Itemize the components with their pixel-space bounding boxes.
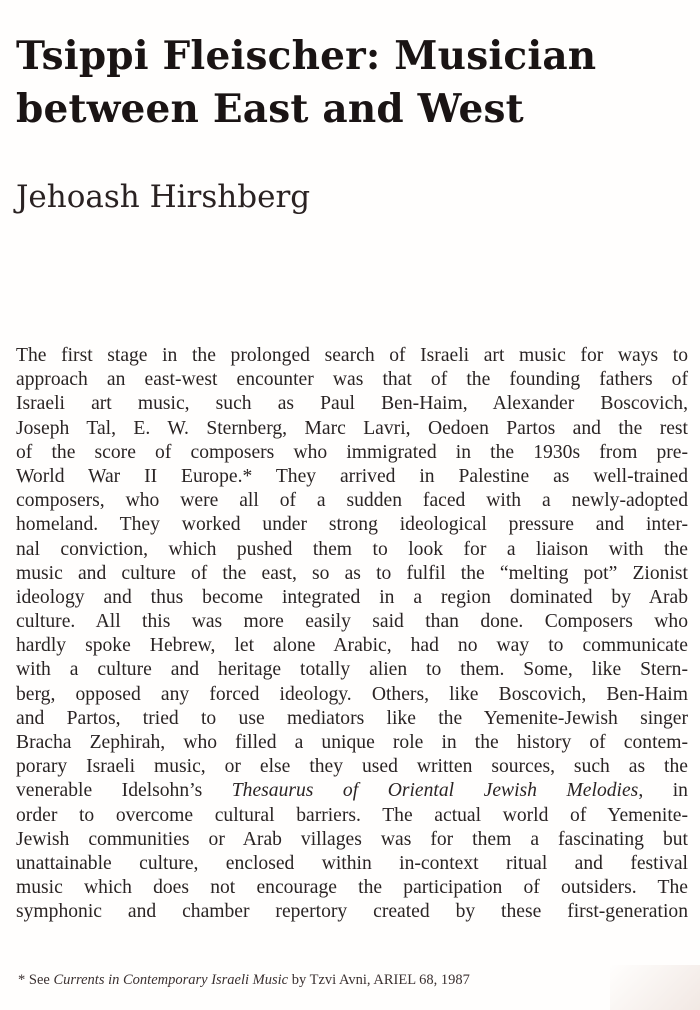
body-line: and Partos, tried to use mediators like the Yemenite-Jewish singer <box>16 707 688 729</box>
body-line: unattainable culture, enclosed within in-context ritual and festival <box>16 852 688 874</box>
book-title-thesaurus: Thesaurus of Oriental Jewish Melodies <box>231 780 639 802</box>
body-line: music which does not encourage the participation of outsiders. The <box>16 877 688 899</box>
body-line-with-book-title <box>16 779 688 803</box>
body-line: Bracha Zephirah, who filled a unique role in the history of contem- <box>16 732 688 753</box>
footnote-text: See <box>28 972 54 988</box>
body-line-text: , in <box>638 780 688 802</box>
body-line: The first stage in the prolonged search of Israeli art music for ways to <box>16 345 688 366</box>
footnote <box>18 970 688 990</box>
body-line: of the score of composers who immigrated in the 1930s from pre- <box>16 441 688 463</box>
body-line: ideology and thus become integrated in a region dominated by Arab <box>16 586 688 608</box>
body-line: Israeli art music, such as Paul Ben-Haim, Alexander Boscovich, <box>16 393 688 415</box>
title-line-1: Tsippi Fleischer: Musician <box>16 33 597 79</box>
body-line: with a culture and heritage totally alien to them. Some, like Stern- <box>16 659 688 681</box>
body-line: hardly spoke Hebrew, let alone Arabic, had no way to communicate <box>16 635 688 657</box>
body-line: symphonic and chamber repertory created by these first-generation <box>16 901 688 923</box>
body-line: music and culture of the east, so as to fulfil the “melting pot” Zionist <box>16 562 688 584</box>
body-line: Jewish communities or Arab villages was for them a fascinating but <box>16 828 688 850</box>
article-author: Jehoash Hirshberg <box>16 179 311 215</box>
footnote-marker: * <box>18 972 29 988</box>
body-line-text: venerable Idelsohn’s <box>16 780 232 802</box>
body-line: World War II Europe.* They arrived in Palestine as well-trained <box>16 465 688 487</box>
body-line: homeland. They worked under strong ideological pressure and inter- <box>16 514 688 536</box>
body-line: porary Israeli music, or else they used written sources, such as the <box>16 756 688 778</box>
body-line: order to overcome cultural barriers. The actual world of Yemenite- <box>16 804 688 826</box>
article-body <box>16 344 688 925</box>
paper-stain <box>610 965 700 1010</box>
footnote-citation: by Tzvi Avni, ARIEL 68, 1987 <box>288 972 470 988</box>
body-line: culture. All this was more easily said than done. Composers who <box>16 611 688 633</box>
body-line: nal conviction, which pushed them to look for a liaison with the <box>16 538 688 560</box>
title-line-2: between East and West <box>16 86 524 132</box>
article-title <box>16 30 686 136</box>
body-line: approach an east-west encounter was that of the founding fathers of <box>16 369 688 391</box>
body-line: Joseph Tal, E. W. Sternberg, Marc Lavri, Oedoen Partos and the rest <box>16 417 688 439</box>
footnote-source-title: Currents in Contemporary Israeli Music <box>53 972 289 988</box>
body-line: composers, who were all of a sudden faced with a newly-adopted <box>16 490 688 512</box>
body-line: berg, opposed any forced ideology. Others, like Boscovich, Ben-Haim <box>16 683 688 705</box>
